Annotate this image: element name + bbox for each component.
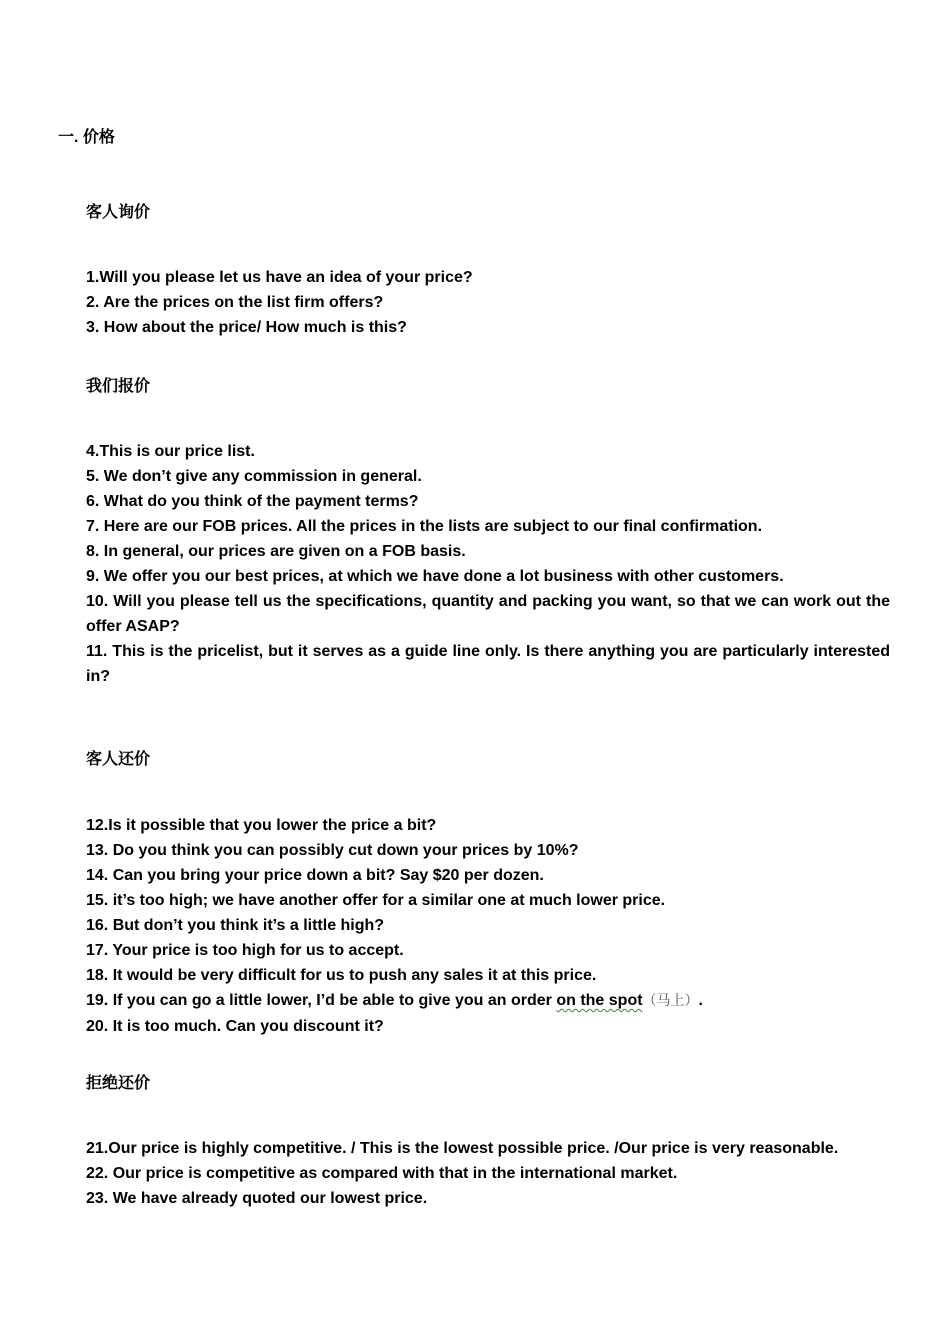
list-item: 17. Your price is too high for us to accept.: [86, 942, 404, 959]
list-item: 15. it’s too high; we have another offer for a similar one at much lower price.: [86, 892, 666, 909]
section-heading-quotation: 我们报价: [86, 378, 151, 395]
list-item: 3. How about the price/ How much is this?: [86, 319, 407, 336]
list-item: 13. Do you think you can possibly cut down your prices by 10%?: [86, 842, 579, 859]
list-item: 7. Here are our FOB prices. All the prices in the lists are subject to our final confirmation.: [86, 518, 763, 535]
list-item: 23. We have already quoted our lowest price.: [86, 1190, 428, 1207]
list-item: 21.Our price is highly competitive. / This is the lowest possible price. /Our price is very reasonable.: [86, 1140, 839, 1157]
list-item: 14. Can you bring your price down a bit? Say $20 per dozen.: [86, 867, 544, 884]
list-item: 22. Our price is competitive as compared with that in the international market.: [86, 1165, 678, 1182]
translation-note: （马上）: [642, 993, 699, 1009]
item-19-end: .: [698, 992, 703, 1009]
section-counter-offer-list: [86, 813, 890, 1039]
list-item: 1.Will you please let us have an idea of your price?: [86, 269, 473, 286]
section-refusal-list: [86, 1136, 890, 1211]
list-item: 11. This is the pricelist, but it serves as a guide line only. Is there anything you are particularly interested in?: [86, 643, 890, 685]
on-the-spot-phrase: on the spot: [556, 992, 643, 1009]
section-inquiry-list: [86, 265, 890, 340]
list-item: 16. But don’t you think it’s a little high?: [86, 917, 385, 934]
list-item: 5. We don’t give any commission in general.: [86, 468, 422, 485]
list-item: 10. Will you please tell us the specifications, quantity and packing you want, so that we can work out the offer ASAP?: [86, 593, 890, 635]
list-item: 8. In general, our prices are given on a FOB basis.: [86, 543, 466, 560]
list-item: 20. It is too much. Can you discount it?: [86, 1018, 384, 1035]
section-quotation-list: [86, 439, 890, 689]
section-heading-inquiry: 客人询价: [86, 204, 151, 221]
list-item: 2. Are the prices on the list firm offers?: [86, 294, 384, 311]
list-item: 6. What do you think of the payment terms?: [86, 493, 419, 510]
section-heading-refusal: 拒绝还价: [86, 1075, 151, 1092]
list-item: [86, 988, 890, 1014]
main-heading: 一. 价格: [58, 129, 115, 146]
section-heading-counter-offer: 客人还价: [86, 751, 151, 768]
list-item: 12.Is it possible that you lower the price a bit?: [86, 817, 437, 834]
list-item: 9. We offer you our best prices, at which we have done a lot business with other customers.: [86, 568, 784, 585]
item-19-text: 19. If you can go a little lower, I’d be able to give you an order: [86, 992, 557, 1009]
list-item: 18. It would be very difficult for us to push any sales it at this price.: [86, 967, 597, 984]
list-item: 4.This is our price list.: [86, 443, 255, 460]
